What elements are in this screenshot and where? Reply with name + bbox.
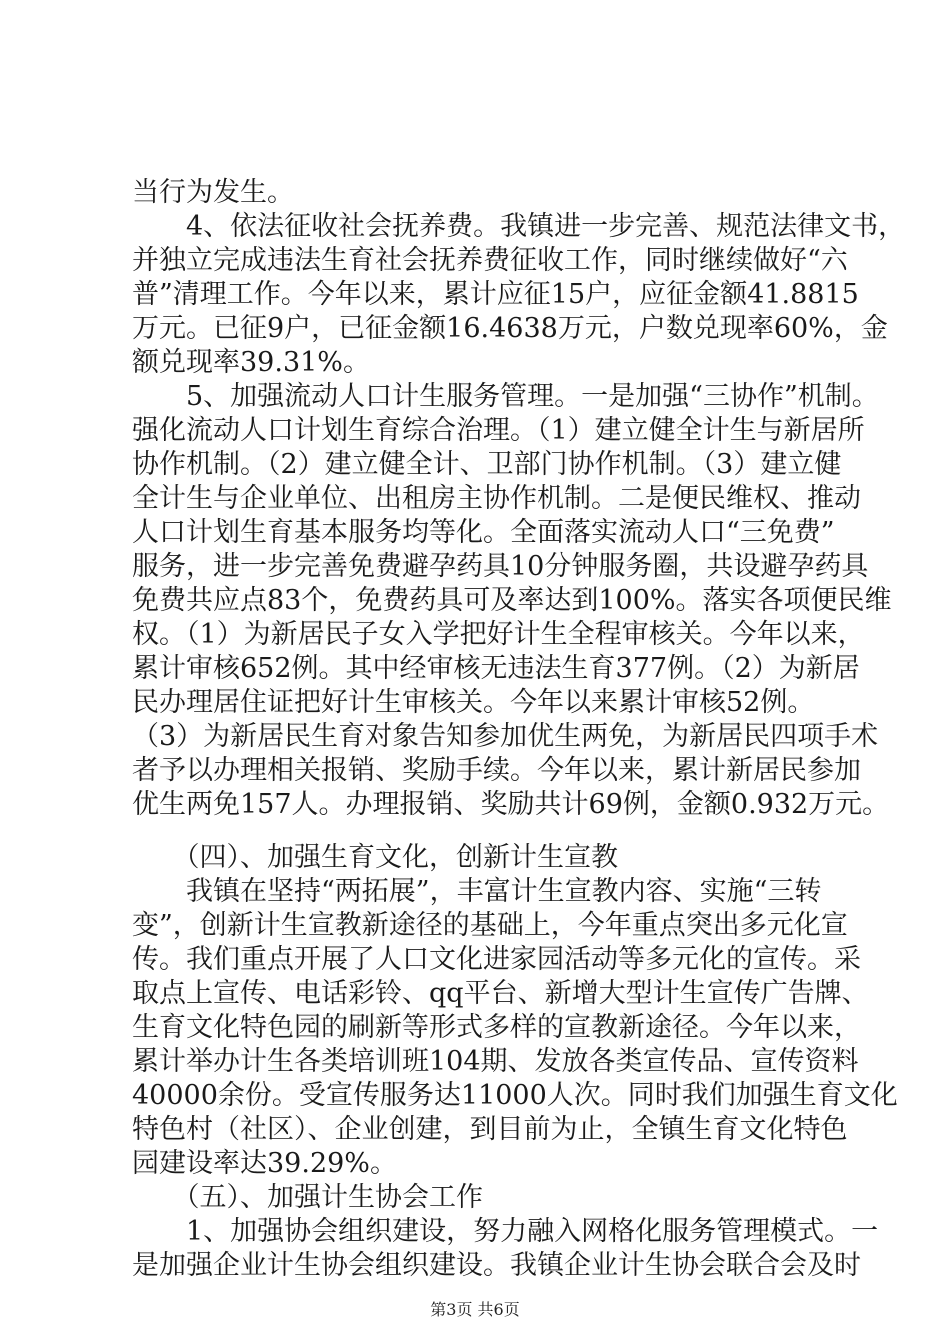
text-line: 民办理居住证把好计生审核关。今年以来累计审核52例。 <box>132 687 815 718</box>
text-line: 我镇在坚持“两拓展”，丰富计生宣教内容、实施“三转 <box>132 876 822 907</box>
text-line: 变”，创新计生宣教新途径的基础上，今年重点突出多元化宣 <box>132 910 848 941</box>
text-line: 传。我们重点开展了人口文化进家园活动等多元化的宣传。采 <box>132 944 861 975</box>
text-line: 并独立完成违法生育社会抚养费征收工作，同时继续做好“六 <box>132 245 848 276</box>
text-line: 当行为发生。 <box>132 177 294 208</box>
text-line: 4、依法征收社会抚养费。我镇进一步完善、规范法律文书， <box>132 211 906 242</box>
text-line: 园建设率达39.29%。 <box>132 1148 397 1179</box>
text-line: 普”清理工作。今年以来，累计应征15户，应征金额41.8815 <box>132 279 859 310</box>
text-line: 权。（1）为新居民子女入学把好计生全程审核关。今年以来， <box>132 619 865 650</box>
text-line: 特色村（社区）、企业创建，到目前为止，全镇生育文化特色 <box>132 1114 848 1145</box>
text-line: 服务，进一步完善免费避孕药具10分钟服务圈，共设避孕药具 <box>132 551 869 582</box>
page-number-footer: 第3页 共6页 <box>430 1300 520 1319</box>
section-heading: （四）、加强生育文化，创新计生宣教 <box>132 842 618 873</box>
text-line: 1、加强协会组织建设，努力融入网格化服务管理模式。一 <box>132 1216 879 1247</box>
text-line: 40000余份。受宣传服务达11000人次。同时我们加强生育文化 <box>132 1080 898 1111</box>
text-line: 优生两免157人。办理报销、奖励共计69例，金额0.932万元。 <box>132 789 890 820</box>
text-line: 额兑现率39.31%。 <box>132 347 370 378</box>
text-line: 者予以办理相关报销、奖励手续。今年以来，累计新居民参加 <box>132 755 861 786</box>
text-line: 人口计划生育基本服务均等化。全面落实流动人口“三免费” <box>132 517 835 548</box>
text-line: 全计生与企业单位、出租房主协作机制。二是便民维权、推动 <box>132 483 861 514</box>
text-line: 免费共应点83个，免费药具可及率达到100%。落实各项便民维 <box>132 585 892 616</box>
text-line: （3）为新居民生育对象告知参加优生两免，为新居民四项手术 <box>132 721 879 752</box>
text-line: 累计举办计生各类培训班104期、发放各类宣传品、宣传资料 <box>132 1046 859 1077</box>
text-line: 取点上宣传、电话彩铃、qq平台、新增大型计生宣传广告牌、 <box>132 978 869 1009</box>
text-line: 强化流动人口计划生育综合治理。（1）建立健全计生与新居所 <box>132 415 865 446</box>
text-line: 是加强企业计生协会组织建设。我镇企业计生协会联合会及时 <box>132 1250 861 1281</box>
text-line: 累计审核652例。其中经审核无违法生育377例。（2）为新居 <box>132 653 860 684</box>
text-line: 5、加强流动人口计生服务管理。一是加强“三协作”机制。 <box>132 381 879 412</box>
text-line: 协作机制。（2）建立健全计、卫部门协作机制。（3）建立健 <box>132 449 842 480</box>
text-line: 万元。已征9户，已征金额16.4638万元，户数兑现率60%，金 <box>132 313 888 344</box>
section-heading: （五）、加强计生协会工作 <box>132 1182 483 1213</box>
text-line: 生育文化特色园的刷新等形式多样的宣教新途径。今年以来， <box>132 1012 861 1043</box>
